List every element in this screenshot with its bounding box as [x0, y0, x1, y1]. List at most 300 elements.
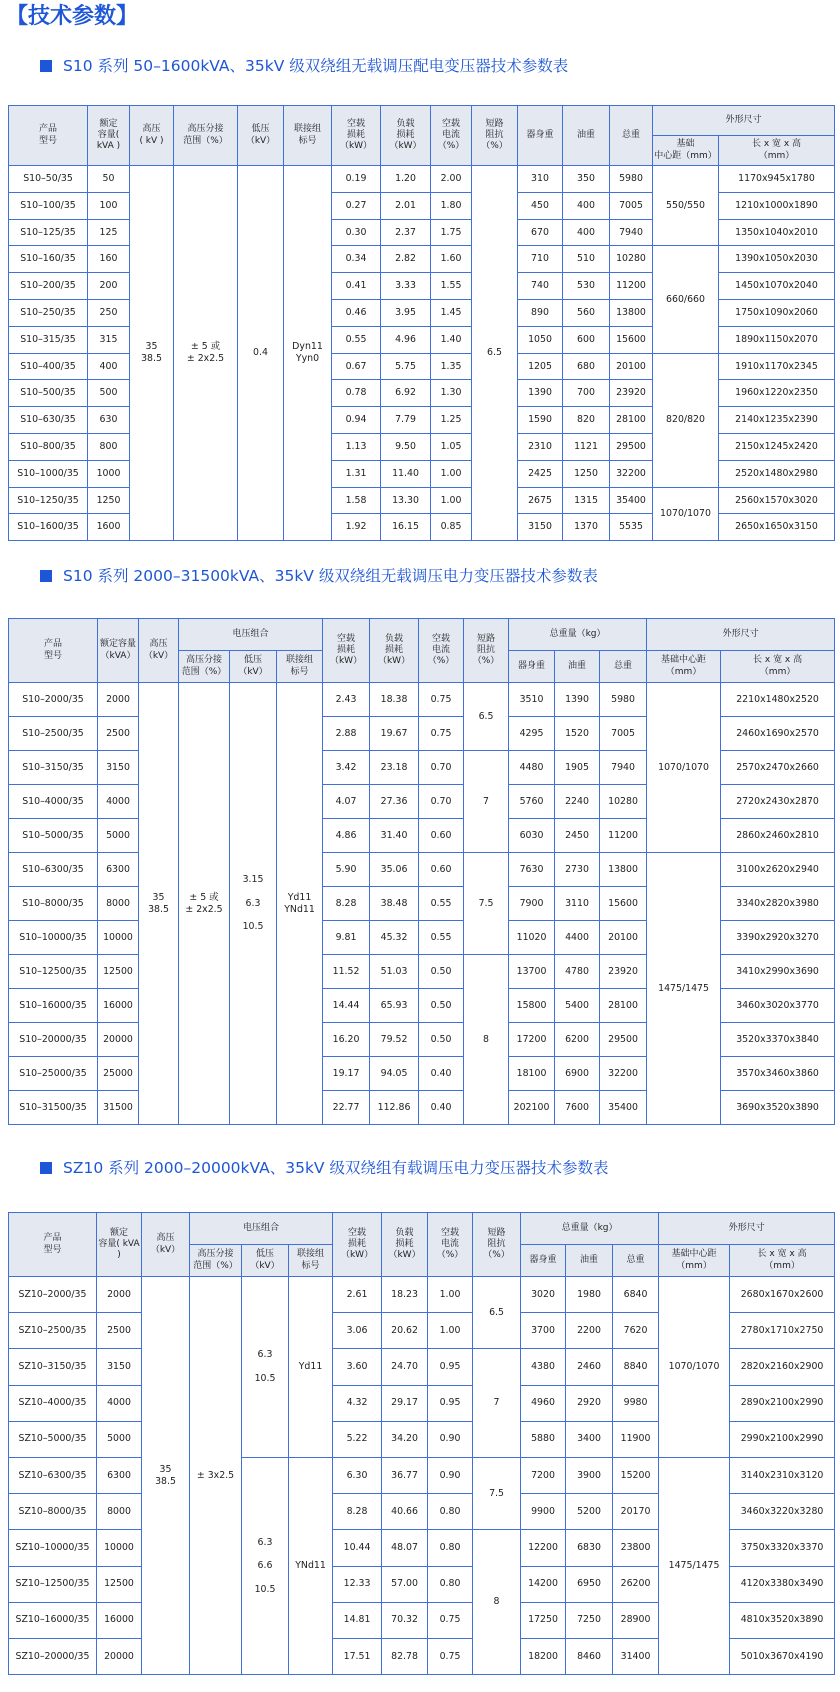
- hv-cell: 35 38.5: [130, 166, 174, 541]
- header-lwh: 长 x 宽 x 高 （mm）: [721, 651, 835, 683]
- total-weight-cell: 15600: [610, 326, 653, 353]
- noload-loss-cell: 0.27: [332, 192, 381, 219]
- oil-weight-cell: 1390: [555, 683, 600, 717]
- impedance-cell: 6.5: [464, 683, 509, 751]
- body-weight-cell: 670: [518, 219, 563, 246]
- noload-loss-cell: 5.22: [333, 1421, 382, 1457]
- noload-loss-cell: 3.60: [333, 1349, 382, 1385]
- header-noload-current: 空载 电流 （%）: [419, 619, 464, 683]
- dimensions-cell: 2210x1480x2520: [721, 683, 835, 717]
- header-total-weight-group: 总重量（kg）: [509, 619, 647, 651]
- oil-weight-cell: 6200: [555, 1023, 600, 1057]
- body-weight-cell: 2425: [518, 460, 563, 487]
- capacity-cell: 25000: [98, 1057, 139, 1091]
- header-conn: 联接组 标号: [284, 106, 332, 166]
- gauge-cell: 1475/1475: [647, 853, 721, 1125]
- noload-loss-cell: 0.78: [332, 380, 381, 407]
- model-cell: SZ10–16000/35: [9, 1602, 97, 1638]
- body-weight-cell: 7630: [509, 853, 555, 887]
- oil-weight-cell: 700: [563, 380, 610, 407]
- dimensions-cell: 1170x945x1780: [719, 166, 835, 193]
- model-cell: S10–1000/35: [9, 460, 88, 487]
- capacity-cell: 2000: [98, 683, 139, 717]
- load-loss-cell: 79.52: [370, 1023, 419, 1057]
- header-dimensions: 外形尺寸: [659, 1213, 835, 1245]
- capacity-cell: 6300: [98, 853, 139, 887]
- dimensions-cell: 2460x1690x2570: [721, 717, 835, 751]
- dimensions-cell: 3460x3020x3770: [721, 989, 835, 1023]
- noload-current-cell: 0.40: [419, 1091, 464, 1125]
- total-weight-cell: 5535: [610, 514, 653, 541]
- noload-current-cell: 0.75: [428, 1602, 473, 1638]
- header-load-loss: 负载 损耗 （kW）: [381, 106, 431, 166]
- capacity-cell: 8000: [98, 887, 139, 921]
- body-weight-cell: 4960: [521, 1385, 566, 1421]
- load-loss-cell: 24.70: [382, 1349, 428, 1385]
- noload-loss-cell: 2.88: [323, 717, 370, 751]
- oil-weight-cell: 3400: [566, 1421, 613, 1457]
- oil-weight-cell: 8460: [566, 1638, 613, 1674]
- noload-loss-cell: 9.81: [323, 921, 370, 955]
- load-loss-cell: 27.36: [370, 785, 419, 819]
- load-loss-cell: 35.06: [370, 853, 419, 887]
- capacity-cell: 2500: [98, 717, 139, 751]
- capacity-cell: 50: [88, 166, 130, 193]
- load-loss-cell: 40.66: [382, 1494, 428, 1530]
- total-weight-cell: 10280: [600, 785, 647, 819]
- noload-loss-cell: 1.92: [332, 514, 381, 541]
- dimensions-cell: 2820x2160x2900: [730, 1349, 835, 1385]
- model-cell: S10–31500/35: [9, 1091, 98, 1125]
- oil-weight-cell: 600: [563, 326, 610, 353]
- total-weight-cell: 6840: [613, 1277, 659, 1313]
- load-loss-cell: 4.96: [381, 326, 431, 353]
- capacity-cell: 1000: [88, 460, 130, 487]
- dimensions-cell: 3520x3370x3840: [721, 1023, 835, 1057]
- model-cell: SZ10–12500/35: [9, 1566, 97, 1602]
- hv-cell: 35 38.5: [142, 1277, 190, 1675]
- noload-loss-cell: 0.30: [332, 219, 381, 246]
- body-weight-cell: 2675: [518, 487, 563, 514]
- load-loss-cell: 2.37: [381, 219, 431, 246]
- section-square-icon: [40, 1162, 52, 1174]
- model-cell: S10–4000/35: [9, 785, 98, 819]
- model-cell: S10–160/35: [9, 246, 88, 273]
- noload-current-cell: 1.00: [428, 1277, 473, 1313]
- load-loss-cell: 45.32: [370, 921, 419, 955]
- header-gauge: 基础 中心距（mm）: [653, 136, 719, 166]
- header-model: 产品 型号: [9, 106, 88, 166]
- impedance-cell: 7.5: [464, 853, 509, 955]
- model-cell: S10–630/35: [9, 407, 88, 434]
- total-weight-cell: 32200: [610, 460, 653, 487]
- page-title: 【技术参数】: [6, 4, 139, 29]
- noload-loss-cell: 0.94: [332, 407, 381, 434]
- section-square-icon: [40, 60, 52, 72]
- model-cell: S10–1600/35: [9, 514, 88, 541]
- load-loss-cell: 23.18: [370, 751, 419, 785]
- load-loss-cell: 31.40: [370, 819, 419, 853]
- noload-loss-cell: 0.55: [332, 326, 381, 353]
- header-conn: 联接组 标号: [277, 651, 323, 683]
- load-loss-cell: 6.92: [381, 380, 431, 407]
- load-loss-cell: 38.48: [370, 887, 419, 921]
- total-weight-cell: 7620: [613, 1313, 659, 1349]
- lv-cell: 3.15 6.3 10.5: [230, 683, 277, 1125]
- model-cell: SZ10–5000/35: [9, 1421, 97, 1457]
- oil-weight-cell: 5200: [566, 1494, 613, 1530]
- oil-weight-cell: 2460: [566, 1349, 613, 1385]
- model-cell: S10–2500/35: [9, 717, 98, 751]
- connection-group-cell: Yd11: [289, 1277, 333, 1458]
- noload-loss-cell: 0.41: [332, 273, 381, 300]
- oil-weight-cell: 1250: [563, 460, 610, 487]
- header-load-loss: 负载 损耗 （kW）: [382, 1213, 428, 1277]
- oil-weight-cell: 510: [563, 246, 610, 273]
- gauge-cell: 1070/1070: [653, 487, 719, 541]
- dimensions-cell: 3340x2820x3980: [721, 887, 835, 921]
- capacity-cell: 3150: [98, 751, 139, 785]
- capacity-cell: 250: [88, 299, 130, 326]
- noload-loss-cell: 5.90: [323, 853, 370, 887]
- noload-loss-cell: 3.42: [323, 751, 370, 785]
- model-cell: S10–5000/35: [9, 819, 98, 853]
- body-weight-cell: 13700: [509, 955, 555, 989]
- gauge-cell: 550/550: [653, 166, 719, 246]
- impedance-cell: 7.5: [473, 1457, 521, 1529]
- dimensions-cell: 3460x3220x3280: [730, 1494, 835, 1530]
- connection-group-cell: YNd11: [289, 1457, 333, 1674]
- header-lv: 低压 （kV）: [238, 106, 284, 166]
- oil-weight-cell: 2200: [566, 1313, 613, 1349]
- body-weight-cell: 17200: [509, 1023, 555, 1057]
- impedance-cell: 7: [473, 1349, 521, 1458]
- header-total-weight: 总重: [610, 106, 653, 166]
- impedance-cell: 8: [473, 1530, 521, 1675]
- capacity-cell: 5000: [98, 819, 139, 853]
- oil-weight-cell: 6950: [566, 1566, 613, 1602]
- dimensions-cell: 2650x1650x3150: [719, 514, 835, 541]
- load-loss-cell: 20.62: [382, 1313, 428, 1349]
- table3: [8, 1212, 835, 1675]
- dimensions-cell: 1750x1090x2060: [719, 299, 835, 326]
- header-tap: 高压分接 范围（%）: [174, 106, 238, 166]
- header-total-weight-group: 总重量（kg）: [521, 1213, 659, 1245]
- total-weight-cell: 9980: [613, 1385, 659, 1421]
- noload-current-cell: 0.60: [419, 853, 464, 887]
- header-capacity: 额定 容量( kVA ): [97, 1213, 142, 1277]
- capacity-cell: 20000: [98, 1023, 139, 1057]
- table1: [8, 105, 835, 541]
- model-cell: S10–6300/35: [9, 853, 98, 887]
- dimensions-cell: 4810x3520x3890: [730, 1602, 835, 1638]
- capacity-cell: 8000: [97, 1494, 142, 1530]
- lv-cell: 6.3 10.5: [242, 1277, 289, 1458]
- noload-current-cell: 0.70: [419, 751, 464, 785]
- oil-weight-cell: 1370: [563, 514, 610, 541]
- oil-weight-cell: 7250: [566, 1602, 613, 1638]
- header-impedance: 短路 阻抗 （%）: [473, 1213, 521, 1277]
- dimensions-cell: 1210x1000x1890: [719, 192, 835, 219]
- body-weight-cell: 1390: [518, 380, 563, 407]
- model-cell: SZ10–20000/35: [9, 1638, 97, 1674]
- noload-loss-cell: 3.06: [333, 1313, 382, 1349]
- oil-weight-cell: 400: [563, 219, 610, 246]
- total-weight-cell: 11900: [613, 1421, 659, 1457]
- noload-current-cell: 0.55: [419, 887, 464, 921]
- oil-weight-cell: 6830: [566, 1530, 613, 1566]
- header-dimensions: 外形尺寸: [653, 106, 835, 136]
- oil-weight-cell: 1121: [563, 433, 610, 460]
- total-weight-cell: 20100: [600, 921, 647, 955]
- body-weight-cell: 5880: [521, 1421, 566, 1457]
- body-weight-cell: 11020: [509, 921, 555, 955]
- header-voltage-group: 电压组合: [179, 619, 323, 651]
- load-loss-cell: 16.15: [381, 514, 431, 541]
- header-model: 产品 型号: [9, 1213, 97, 1277]
- capacity-cell: 2500: [97, 1313, 142, 1349]
- table3-title: SZ10 系列 2000–20000kVA、35kV 级双绕组有载调压电力变压器技术参数表: [40, 1158, 608, 1178]
- model-cell: S10–3150/35: [9, 751, 98, 785]
- noload-current-cell: 0.75: [428, 1638, 473, 1674]
- header-capacity: 额定容量 （kVA）: [98, 619, 139, 683]
- connection-group-cell: Dyn11 Yyn0: [284, 166, 332, 541]
- noload-loss-cell: 10.44: [333, 1530, 382, 1566]
- body-weight-cell: 6030: [509, 819, 555, 853]
- dimensions-cell: 2560x1570x3020: [719, 487, 835, 514]
- table-row: [9, 683, 835, 717]
- load-loss-cell: 2.01: [381, 192, 431, 219]
- noload-loss-cell: 19.17: [323, 1057, 370, 1091]
- capacity-cell: 12500: [97, 1566, 142, 1602]
- header-lv: 低压 （kV）: [242, 1245, 289, 1277]
- total-weight-cell: 23920: [600, 955, 647, 989]
- model-cell: S10–200/35: [9, 273, 88, 300]
- dimensions-cell: 2680x1670x2600: [730, 1277, 835, 1313]
- noload-current-cell: 0.95: [428, 1349, 473, 1385]
- oil-weight-cell: 350: [563, 166, 610, 193]
- body-weight-cell: 740: [518, 273, 563, 300]
- noload-current-cell: 1.45: [431, 299, 472, 326]
- body-weight-cell: 7900: [509, 887, 555, 921]
- oil-weight-cell: 820: [563, 407, 610, 434]
- header-lwh: 长 x 宽 x 高 （mm）: [730, 1245, 835, 1277]
- noload-loss-cell: 14.44: [323, 989, 370, 1023]
- noload-current-cell: 0.80: [428, 1494, 473, 1530]
- capacity-cell: 100: [88, 192, 130, 219]
- dimensions-cell: 2890x2100x2990: [730, 1385, 835, 1421]
- oil-weight-cell: 1520: [555, 717, 600, 751]
- oil-weight-cell: 4780: [555, 955, 600, 989]
- impedance-cell: 6.5: [473, 1277, 521, 1349]
- oil-weight-cell: 4400: [555, 921, 600, 955]
- oil-weight-cell: 1315: [563, 487, 610, 514]
- oil-weight-cell: 1905: [555, 751, 600, 785]
- capacity-cell: 400: [88, 353, 130, 380]
- header-impedance: 短路 阻抗 （%）: [472, 106, 518, 166]
- noload-loss-cell: 4.07: [323, 785, 370, 819]
- oil-weight-cell: 3110: [555, 887, 600, 921]
- header-gauge: 基础中心距 （mm）: [647, 651, 721, 683]
- oil-weight-cell: 7600: [555, 1091, 600, 1125]
- table-row: [9, 853, 835, 887]
- header-dimensions: 外形尺寸: [647, 619, 835, 651]
- capacity-cell: 200: [88, 273, 130, 300]
- model-cell: SZ10–3150/35: [9, 1349, 97, 1385]
- noload-loss-cell: 1.13: [332, 433, 381, 460]
- noload-current-cell: 0.85: [431, 514, 472, 541]
- load-loss-cell: 5.75: [381, 353, 431, 380]
- load-loss-cell: 7.79: [381, 407, 431, 434]
- body-weight-cell: 450: [518, 192, 563, 219]
- noload-current-cell: 0.70: [419, 785, 464, 819]
- noload-current-cell: 0.50: [419, 955, 464, 989]
- noload-current-cell: 0.55: [419, 921, 464, 955]
- load-loss-cell: 70.32: [382, 1602, 428, 1638]
- dimensions-cell: 1960x1220x2350: [719, 380, 835, 407]
- total-weight-cell: 20100: [610, 353, 653, 380]
- load-loss-cell: 112.86: [370, 1091, 419, 1125]
- total-weight-cell: 35400: [600, 1091, 647, 1125]
- noload-loss-cell: 16.20: [323, 1023, 370, 1057]
- oil-weight-cell: 2240: [555, 785, 600, 819]
- capacity-cell: 31500: [98, 1091, 139, 1125]
- noload-current-cell: 0.95: [428, 1385, 473, 1421]
- noload-current-cell: 0.40: [419, 1057, 464, 1091]
- header-oil-weight: 油重: [563, 106, 610, 166]
- gauge-cell: 660/660: [653, 246, 719, 353]
- model-cell: S10–800/35: [9, 433, 88, 460]
- header-body-weight: 器身重: [509, 651, 555, 683]
- total-weight-cell: 11200: [600, 819, 647, 853]
- noload-current-cell: 1.00: [428, 1313, 473, 1349]
- capacity-cell: 12500: [98, 955, 139, 989]
- noload-current-cell: 0.75: [419, 717, 464, 751]
- impedance-cell: 8: [464, 955, 509, 1125]
- load-loss-cell: 82.78: [382, 1638, 428, 1674]
- header-hv: 高压 （kV）: [142, 1213, 190, 1277]
- body-weight-cell: 12200: [521, 1530, 566, 1566]
- body-weight-cell: 4480: [509, 751, 555, 785]
- noload-loss-cell: 0.67: [332, 353, 381, 380]
- total-weight-cell: 32200: [600, 1057, 647, 1091]
- impedance-cell: 6.5: [472, 166, 518, 541]
- gauge-cell: 1070/1070: [647, 683, 721, 853]
- total-weight-cell: 7940: [610, 219, 653, 246]
- table-row: [9, 1277, 835, 1313]
- table-row: [9, 1457, 835, 1493]
- body-weight-cell: 4295: [509, 717, 555, 751]
- table-row: [9, 166, 835, 193]
- header-conn: 联接组 标号: [289, 1245, 333, 1277]
- body-weight-cell: 3150: [518, 514, 563, 541]
- dimensions-cell: 5010x3670x4190: [730, 1638, 835, 1674]
- header-noload-loss: 空载 损耗 （kW）: [323, 619, 370, 683]
- body-weight-cell: 18200: [521, 1638, 566, 1674]
- capacity-cell: 16000: [97, 1602, 142, 1638]
- load-loss-cell: 94.05: [370, 1057, 419, 1091]
- noload-loss-cell: 6.30: [333, 1457, 382, 1493]
- capacity-cell: 315: [88, 326, 130, 353]
- header-capacity: 额定 容量( kVA ): [88, 106, 130, 166]
- total-weight-cell: 13800: [600, 853, 647, 887]
- noload-loss-cell: 8.28: [323, 887, 370, 921]
- tap-range-cell: ± 5 或 ± 2x2.5: [174, 166, 238, 541]
- header-noload-current: 空载 电流 （%）: [431, 106, 472, 166]
- noload-current-cell: 0.50: [419, 989, 464, 1023]
- dimensions-cell: 3140x2310x3120: [730, 1457, 835, 1493]
- model-cell: S10–12500/35: [9, 955, 98, 989]
- load-loss-cell: 29.17: [382, 1385, 428, 1421]
- lv-cell: 0.4: [238, 166, 284, 541]
- total-weight-cell: 35400: [610, 487, 653, 514]
- noload-current-cell: 2.00: [431, 166, 472, 193]
- capacity-cell: 6300: [97, 1457, 142, 1493]
- noload-current-cell: 0.60: [419, 819, 464, 853]
- dimensions-cell: 1890x1150x2070: [719, 326, 835, 353]
- noload-loss-cell: 8.28: [333, 1494, 382, 1530]
- header-body-weight: 器身重: [518, 106, 563, 166]
- load-loss-cell: 3.33: [381, 273, 431, 300]
- load-loss-cell: 36.77: [382, 1457, 428, 1493]
- header-oil-weight: 油重: [566, 1245, 613, 1277]
- total-weight-cell: 7005: [610, 192, 653, 219]
- header-tap: 高压分接 范围（%）: [190, 1245, 242, 1277]
- capacity-cell: 1600: [88, 514, 130, 541]
- total-weight-cell: 26200: [613, 1566, 659, 1602]
- model-cell: S10–8000/35: [9, 887, 98, 921]
- body-weight-cell: 1590: [518, 407, 563, 434]
- total-weight-cell: 31400: [613, 1638, 659, 1674]
- oil-weight-cell: 5400: [555, 989, 600, 1023]
- total-weight-cell: 10280: [610, 246, 653, 273]
- dimensions-cell: 2520x1480x2980: [719, 460, 835, 487]
- body-weight-cell: 14200: [521, 1566, 566, 1602]
- body-weight-cell: 9900: [521, 1494, 566, 1530]
- load-loss-cell: 13.30: [381, 487, 431, 514]
- load-loss-cell: 57.00: [382, 1566, 428, 1602]
- capacity-cell: 20000: [97, 1638, 142, 1674]
- body-weight-cell: 3510: [509, 683, 555, 717]
- dimensions-cell: 3390x2920x3270: [721, 921, 835, 955]
- noload-current-cell: 1.25: [431, 407, 472, 434]
- oil-weight-cell: 530: [563, 273, 610, 300]
- oil-weight-cell: 3900: [566, 1457, 613, 1493]
- load-loss-cell: 48.07: [382, 1530, 428, 1566]
- lv-cell: 6.3 6.6 10.5: [242, 1457, 289, 1674]
- noload-current-cell: 0.75: [419, 683, 464, 717]
- capacity-cell: 10000: [97, 1530, 142, 1566]
- table2-title: S10 系列 2000–31500kVA、35kV 级双绕组无载调压电力变压器技术参数表: [40, 566, 598, 586]
- model-cell: S10–10000/35: [9, 921, 98, 955]
- body-weight-cell: 710: [518, 246, 563, 273]
- model-cell: SZ10–8000/35: [9, 1494, 97, 1530]
- header-tap: 高压分接 范围（%）: [179, 651, 230, 683]
- total-weight-cell: 5980: [610, 166, 653, 193]
- body-weight-cell: 5760: [509, 785, 555, 819]
- model-cell: S10–125/35: [9, 219, 88, 246]
- body-weight-cell: 7200: [521, 1457, 566, 1493]
- total-weight-cell: 11200: [610, 273, 653, 300]
- dimensions-cell: 3750x3320x3370: [730, 1530, 835, 1566]
- model-cell: S10–400/35: [9, 353, 88, 380]
- dimensions-cell: 3410x2990x3690: [721, 955, 835, 989]
- total-weight-cell: 13800: [610, 299, 653, 326]
- model-cell: SZ10–10000/35: [9, 1530, 97, 1566]
- total-weight-cell: 29500: [600, 1023, 647, 1057]
- oil-weight-cell: 2450: [555, 819, 600, 853]
- noload-current-cell: 1.80: [431, 192, 472, 219]
